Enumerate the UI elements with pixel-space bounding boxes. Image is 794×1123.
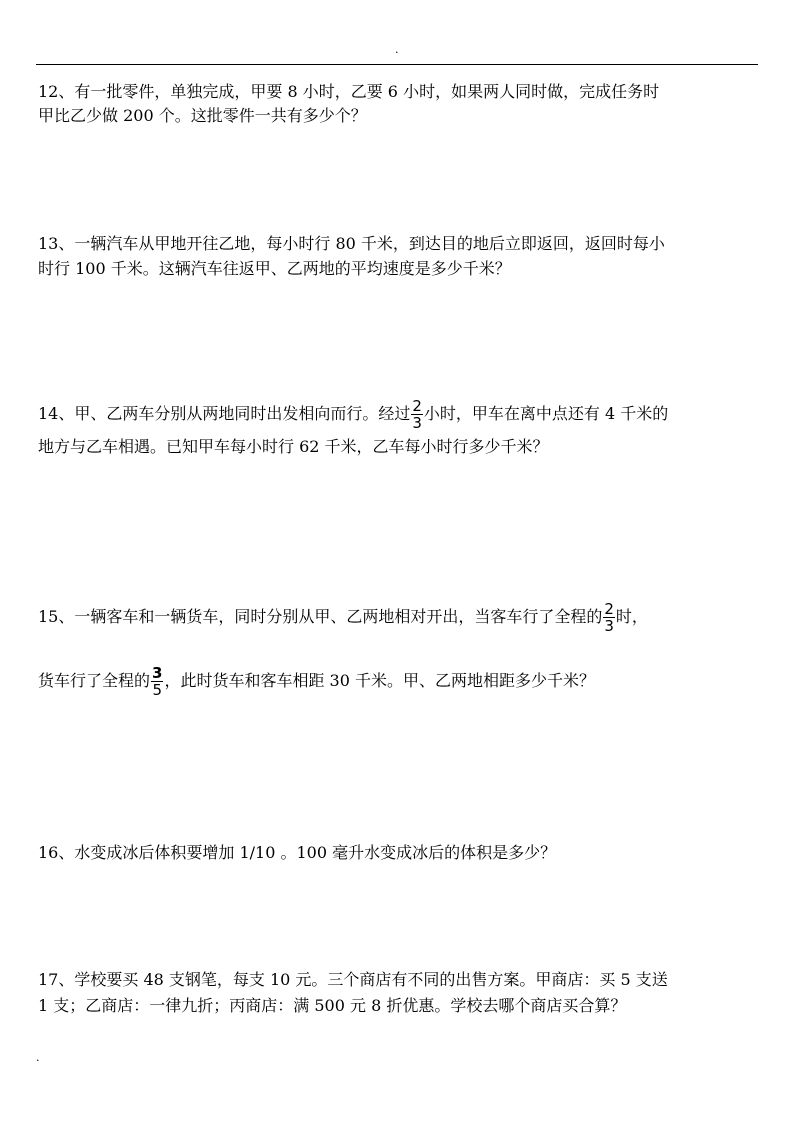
fraction-numerator: 2 xyxy=(412,397,422,415)
problem-15-line-2 xyxy=(38,664,595,699)
fraction-numerator: 3 xyxy=(152,664,163,682)
problem-17-line-1: 17、学校要买 48 支钢笔，每支 10 元。三个商店有不同的出售方案。甲商店：买 5 支送 xyxy=(38,970,668,989)
header-dot: . xyxy=(395,43,399,56)
problem-14-text-a: 14、甲、乙两车分别从两地同时出发相向而行。经过 xyxy=(38,404,411,423)
fraction-denominator: 5 xyxy=(152,681,162,699)
problem-15-text-c: 货车行了全程的 xyxy=(38,671,151,690)
problem-13-line-2: 时行 100 千米。这辆汽车往返甲、乙两地的平均速度是多少千米？ xyxy=(38,259,511,278)
problem-12-line-1: 12、有一批零件，单独完成，甲要 8 小时，乙要 6 小时，如果两人同时做，完成任务时 xyxy=(38,82,660,101)
problem-14-text-b: 小时，甲车在离中点还有 4 千米的 xyxy=(423,404,669,423)
fraction-three-fifths xyxy=(151,665,163,698)
fraction-denominator: 3 xyxy=(412,414,422,432)
fraction-numerator: 2 xyxy=(604,600,614,618)
problem-17-line-2: 1 支；乙商店：一律九折；丙商店：满 500 元 8 折优惠。学校去哪个商店买合算？ xyxy=(38,996,627,1015)
footer-dot: . xyxy=(36,1051,40,1064)
problem-14-line-1 xyxy=(38,397,669,432)
problem-16-line-1: 16、水变成冰后体积要增加 1/10 。100 毫升水变成冰后的体积是多少？ xyxy=(38,843,557,862)
problem-15-text-a: 15、一辆客车和一辆货车，同时分别从甲、乙两地相对开出，当客车行了全程的 xyxy=(38,607,603,626)
problem-13-line-1: 13、一辆汽车从甲地开往乙地，每小时行 80 千米，到达目的地后立即返回，返回时每小 xyxy=(38,234,665,253)
fraction-two-thirds xyxy=(603,601,615,634)
header-rule xyxy=(36,64,758,65)
problem-14-line-2: 地方与乙车相遇。已知甲车每小时行 62 千米，乙车每小时行多少千米？ xyxy=(38,437,549,456)
problem-12-line-2: 甲比乙少做 200 个。这批零件一共有多少个？ xyxy=(38,106,367,125)
problem-15-line-1 xyxy=(38,600,648,635)
fraction-denominator: 3 xyxy=(604,617,614,635)
problem-15-text-d: ，此时货车和客车相距 30 千米。甲、乙两地相距多少千米？ xyxy=(164,671,595,690)
fraction-two-thirds xyxy=(411,398,423,431)
problem-15-text-b: 时， xyxy=(615,607,648,626)
